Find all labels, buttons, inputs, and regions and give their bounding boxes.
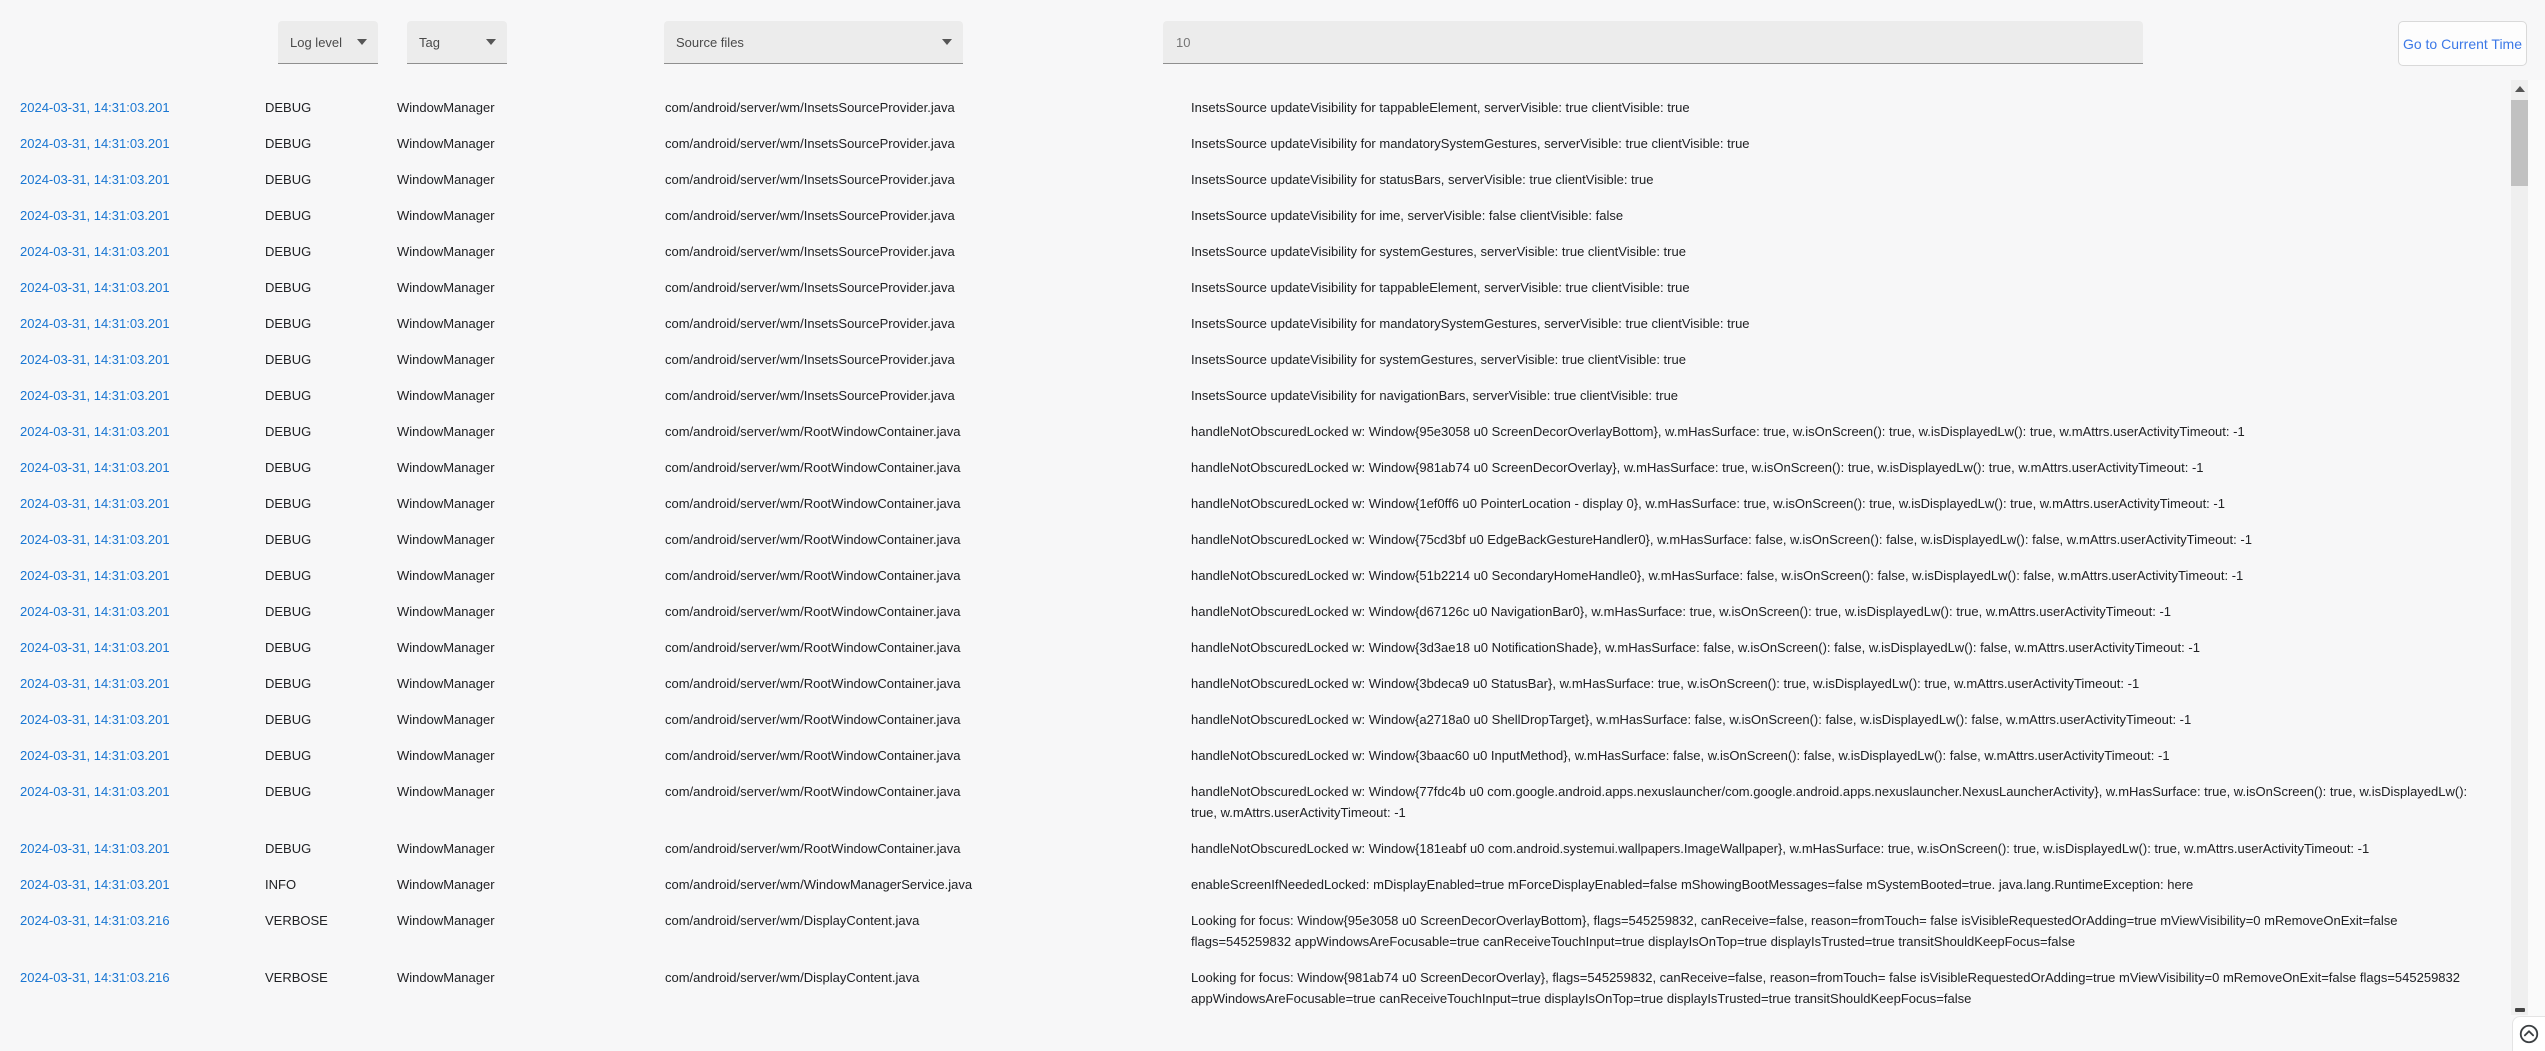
search-input[interactable] (1163, 21, 2143, 64)
log-message: handleNotObscuredLocked w: Window{181eabf u0 com.android.systemui.wallpapers.ImageWallpaper}, w.mHasSurface: true, w.isOnScreen(): true, w.isDisplayedLw(): true, w.mAttrs.userActivityTimeout: -1 (1191, 840, 2370, 856)
log-timestamp-link[interactable]: 2024-03-31, 14:31:03.201 (20, 459, 170, 475)
log-level: DEBUG (265, 639, 312, 655)
log-timestamp-link[interactable]: 2024-03-31, 14:31:03.201 (20, 531, 170, 547)
log-message: Looking for focus: Window{981ab74 u0 ScreenDecorOverlay}, flags=545259832, canReceive=false, reason=fromTouch= false isVisibleRequestedOrAdding=true mViewVisibility=0 mRemoveOnExit=false flags=545259832 appWindowsAreFocusable=true canReceiveTouchInput=true displayIsOnTop=true displayIsTrusted=true transitShouldKeepFocus=false (1191, 969, 2460, 1006)
log-table-row[interactable] (0, 629, 2528, 665)
source-files-select[interactable] (664, 21, 963, 64)
log-table-row[interactable] (0, 593, 2528, 629)
scrollbar-down-arrow-icon[interactable] (2515, 1008, 2525, 1012)
log-source-file: com/android/server/wm/RootWindowContainer.java (665, 567, 961, 583)
log-source-file: com/android/server/wm/InsetsSourceProvider.java (665, 243, 955, 259)
log-timestamp-link[interactable]: 2024-03-31, 14:31:03.201 (20, 840, 170, 856)
log-timestamp-link[interactable]: 2024-03-31, 14:31:03.201 (20, 747, 170, 763)
log-message: handleNotObscuredLocked w: Window{75cd3bf u0 EdgeBackGestureHandler0}, w.mHasSurface: false, w.isOnScreen(): false, w.isDisplayedLw(): false, w.mAttrs.userActivityTimeout: -1 (1191, 531, 2252, 547)
log-source-file: com/android/server/wm/RootWindowContainer.java (665, 840, 961, 856)
log-source-file: com/android/server/wm/RootWindowContainer.java (665, 675, 961, 691)
log-source-file: com/android/server/wm/InsetsSourceProvider.java (665, 387, 955, 403)
log-message: InsetsSource updateVisibility for navigationBars, serverVisible: true clientVisible: true (1191, 387, 1679, 403)
log-tag: WindowManager (397, 99, 495, 115)
log-table-row[interactable] (0, 269, 2528, 305)
log-level: DEBUG (265, 531, 312, 547)
log-source-file: com/android/server/wm/RootWindowContainer.java (665, 495, 961, 511)
log-level: DEBUG (265, 279, 312, 295)
log-table-row[interactable] (0, 701, 2528, 737)
log-level-select-label: Log level (290, 34, 343, 50)
log-source-file: com/android/server/wm/WindowManagerService.java (665, 876, 973, 892)
log-message: handleNotObscuredLocked w: Window{95e3058 u0 ScreenDecorOverlayBottom}, w.mHasSurface: true, w.isOnScreen(): true, w.isDisplayedLw(): true, w.mAttrs.userActivityTimeout: -1 (1191, 423, 2245, 439)
log-source-file: com/android/server/wm/DisplayContent.java (665, 969, 920, 985)
chevron-down-icon (357, 39, 367, 45)
log-level: VERBOSE (265, 969, 328, 985)
log-tag: WindowManager (397, 351, 495, 367)
log-level: DEBUG (265, 171, 312, 187)
log-tag: WindowManager (397, 207, 495, 223)
log-timestamp-link[interactable]: 2024-03-31, 14:31:03.216 (20, 969, 170, 985)
log-message: InsetsSource updateVisibility for mandatorySystemGestures, serverVisible: true clientVisible: true (1191, 135, 1750, 151)
log-tag: WindowManager (397, 747, 495, 763)
log-table-row[interactable] (0, 773, 2528, 830)
log-tag: WindowManager (397, 639, 495, 655)
log-table-row[interactable] (0, 557, 2528, 593)
log-tag: WindowManager (397, 495, 495, 511)
log-timestamp-link[interactable]: 2024-03-31, 14:31:03.201 (20, 876, 170, 892)
log-table-row[interactable] (0, 233, 2528, 269)
log-level: INFO (265, 876, 297, 892)
log-timestamp-link[interactable]: 2024-03-31, 14:31:03.201 (20, 207, 170, 223)
log-message: handleNotObscuredLocked w: Window{51b2214 u0 SecondaryHomeHandle0}, w.mHasSurface: false, w.isOnScreen(): false, w.isDisplayedLw(): false, w.mAttrs.userActivityTimeout: -1 (1191, 567, 2244, 583)
log-tag: WindowManager (397, 876, 495, 892)
log-source-file: com/android/server/wm/InsetsSourceProvider.java (665, 171, 955, 187)
log-level: DEBUG (265, 675, 312, 691)
log-tag: WindowManager (397, 783, 495, 799)
log-level: DEBUG (265, 840, 312, 856)
log-timestamp-link[interactable]: 2024-03-31, 14:31:03.201 (20, 603, 170, 619)
log-level: DEBUG (265, 351, 312, 367)
log-source-file: com/android/server/wm/RootWindowContainer.java (665, 639, 961, 655)
log-timestamp-link[interactable]: 2024-03-31, 14:31:03.201 (20, 171, 170, 187)
log-message: InsetsSource updateVisibility for tappableElement, serverVisible: true clientVisible: true (1191, 99, 1690, 115)
log-timestamp-link[interactable]: 2024-03-31, 14:31:03.201 (20, 351, 170, 367)
log-source-file: com/android/server/wm/RootWindowContainer.java (665, 459, 961, 475)
log-message: handleNotObscuredLocked w: Window{a2718a0 u0 ShellDropTarget}, w.mHasSurface: false, w.isOnScreen(): false, w.isDisplayedLw(): false, w.mAttrs.userActivityTimeout: -1 (1191, 711, 2192, 727)
log-timestamp-link[interactable]: 2024-03-31, 14:31:03.216 (20, 912, 170, 928)
log-tag: WindowManager (397, 912, 495, 928)
log-source-file: com/android/server/wm/RootWindowContainer.java (665, 747, 961, 763)
chevron-down-icon (942, 39, 952, 45)
log-message: handleNotObscuredLocked w: Window{3bdeca9 u0 StatusBar}, w.mHasSurface: true, w.isOnScreen(): true, w.isDisplayedLw(): true, w.mAttrs.userActivityTimeout: -1 (1191, 675, 2140, 691)
log-level: DEBUG (265, 315, 312, 331)
log-table (0, 89, 2528, 1016)
log-message: InsetsSource updateVisibility for ime, serverVisible: false clientVisible: false (1191, 207, 1624, 223)
log-table-row[interactable] (0, 866, 2528, 902)
log-level: DEBUG (265, 495, 312, 511)
log-tag: WindowManager (397, 969, 495, 985)
log-level: DEBUG (265, 135, 312, 151)
log-table-row[interactable] (0, 161, 2528, 197)
log-message: InsetsSource updateVisibility for mandatorySystemGestures, serverVisible: true clientVisible: true (1191, 315, 1750, 331)
log-source-file: com/android/server/wm/InsetsSourceProvider.java (665, 135, 955, 151)
log-level: DEBUG (265, 711, 312, 727)
scrollbar-thumb[interactable] (2511, 100, 2528, 186)
log-table-row[interactable] (0, 197, 2528, 233)
log-message: handleNotObscuredLocked w: Window{3d3ae18 u0 NotificationShade}, w.mHasSurface: false, w.isOnScreen(): false, w.isDisplayedLw(): false, w.mAttrs.userActivityTimeout: -1 (1191, 639, 2200, 655)
log-table-row[interactable] (0, 125, 2528, 161)
log-tag: WindowManager (397, 387, 495, 403)
log-source-file: com/android/server/wm/RootWindowContainer.java (665, 603, 961, 619)
log-source-file: com/android/server/wm/RootWindowContainer.java (665, 423, 961, 439)
log-message: InsetsSource updateVisibility for tappableElement, serverVisible: true clientVisible: true (1191, 279, 1690, 295)
log-level-select[interactable] (278, 21, 378, 64)
log-message: InsetsSource updateVisibility for systemGestures, serverVisible: true clientVisible: true (1191, 351, 1686, 367)
log-level: DEBUG (265, 423, 312, 439)
log-level: DEBUG (265, 783, 312, 799)
log-level: VERBOSE (265, 912, 328, 928)
log-table-row[interactable] (0, 959, 2528, 1016)
log-timestamp-link[interactable]: 2024-03-31, 14:31:03.201 (20, 423, 170, 439)
log-table-row[interactable] (0, 737, 2528, 773)
log-timestamp-link[interactable]: 2024-03-31, 14:31:03.201 (20, 783, 170, 799)
log-level: DEBUG (265, 387, 312, 403)
log-table-row[interactable] (0, 89, 2528, 125)
log-tag: WindowManager (397, 711, 495, 727)
log-source-file: com/android/server/wm/InsetsSourceProvider.java (665, 315, 955, 331)
tag-select[interactable] (407, 21, 507, 64)
log-message: handleNotObscuredLocked w: Window{d67126c u0 NavigationBar0}, w.mHasSurface: true, w.isOnScreen(): true, w.isDisplayedLw(): true, w.mAttrs.userActivityTimeout: -1 (1191, 603, 2172, 619)
log-timestamp-link[interactable]: 2024-03-31, 14:31:03.201 (20, 279, 170, 295)
log-message: Looking for focus: Window{95e3058 u0 ScreenDecorOverlayBottom}, flags=545259832, canReceive=false, reason=fromTouch= false isVisibleRequestedOrAdding=true mViewVisibility=0 mRemoveOnExit=false flags=545259832 appWindowsAreFocusable=true canReceiveTouchInput=true displayIsOnTop=true displayIsTrusted=true transitShouldKeepFocus=false (1191, 912, 2398, 949)
scroll-to-top-button[interactable] (2512, 1016, 2545, 1051)
chevron-up-circle-icon (2518, 1023, 2540, 1045)
log-tag: WindowManager (397, 243, 495, 259)
log-timestamp-link[interactable]: 2024-03-31, 14:31:03.201 (20, 135, 170, 151)
log-message: handleNotObscuredLocked w: Window{981ab74 u0 ScreenDecorOverlay}, w.mHasSurface: true, w.isOnScreen(): true, w.isDisplayedLw(): true, w.mAttrs.userActivityTimeout: -1 (1191, 459, 2204, 475)
log-tag: WindowManager (397, 603, 495, 619)
log-table-row[interactable] (0, 413, 2528, 449)
log-table-row[interactable] (0, 341, 2528, 377)
log-table-row[interactable] (0, 665, 2528, 701)
log-table-row[interactable] (0, 305, 2528, 341)
log-tag: WindowManager (397, 279, 495, 295)
chevron-down-icon (486, 39, 496, 45)
log-timestamp-link[interactable]: 2024-03-31, 14:31:03.201 (20, 495, 170, 511)
log-level: DEBUG (265, 243, 312, 259)
log-source-file: com/android/server/wm/RootWindowContainer.java (665, 531, 961, 547)
log-message: handleNotObscuredLocked w: Window{1ef0ff6 u0 PointerLocation - display 0}, w.mHasSurface: true, w.isOnScreen(): true, w.isDisplayedLw(): true, w.mAttrs.userActivityTimeout: -1 (1191, 495, 2225, 511)
log-level: DEBUG (265, 99, 312, 115)
log-source-file: com/android/server/wm/RootWindowContainer.java (665, 783, 961, 799)
log-tag: WindowManager (397, 315, 495, 331)
log-message: handleNotObscuredLocked w: Window{3baac60 u0 InputMethod}, w.mHasSurface: false, w.isOnScreen(): false, w.isDisplayedLw(): false, w.mAttrs.userActivityTimeout: -1 (1191, 747, 2170, 763)
log-table-row[interactable] (0, 902, 2528, 959)
log-source-file: com/android/server/wm/InsetsSourceProvider.java (665, 99, 955, 115)
log-tag: WindowManager (397, 840, 495, 856)
tag-select-label: Tag (419, 34, 440, 50)
log-tag: WindowManager (397, 531, 495, 547)
log-timestamp-link[interactable]: 2024-03-31, 14:31:03.201 (20, 99, 170, 115)
log-tag: WindowManager (397, 675, 495, 691)
filters-toolbar (0, 0, 2545, 80)
log-timestamp-link[interactable]: 2024-03-31, 14:31:03.201 (20, 387, 170, 403)
log-source-file: com/android/server/wm/InsetsSourceProvider.java (665, 351, 955, 367)
log-level: DEBUG (265, 207, 312, 223)
log-source-file: com/android/server/wm/RootWindowContainer.java (665, 711, 961, 727)
log-timestamp-link[interactable]: 2024-03-31, 14:31:03.201 (20, 567, 170, 583)
log-table-row[interactable] (0, 830, 2528, 866)
log-level: DEBUG (265, 459, 312, 475)
log-timestamp-link[interactable]: 2024-03-31, 14:31:03.201 (20, 243, 170, 259)
log-level: DEBUG (265, 567, 312, 583)
log-table-row[interactable] (0, 485, 2528, 521)
log-source-file: com/android/server/wm/InsetsSourceProvider.java (665, 279, 955, 295)
log-level: DEBUG (265, 603, 312, 619)
log-level: DEBUG (265, 747, 312, 763)
log-timestamp-link[interactable]: 2024-03-31, 14:31:03.201 (20, 639, 170, 655)
log-message: InsetsSource updateVisibility for statusBars, serverVisible: true clientVisible: true (1191, 171, 1654, 187)
log-table-row[interactable] (0, 377, 2528, 413)
source-files-select-label: Source files (676, 34, 744, 50)
log-timestamp-link[interactable]: 2024-03-31, 14:31:03.201 (20, 675, 170, 691)
vertical-scrollbar[interactable] (2511, 80, 2528, 1015)
log-timestamp-link[interactable]: 2024-03-31, 14:31:03.201 (20, 711, 170, 727)
go-to-current-time-button[interactable]: Go to Current Time (2398, 21, 2527, 66)
log-source-file: com/android/server/wm/DisplayContent.java (665, 912, 920, 928)
log-tag: WindowManager (397, 567, 495, 583)
log-message: handleNotObscuredLocked w: Window{77fdc4b u0 com.google.android.apps.nexuslauncher/com.google.android.apps.nexuslauncher.NexusLauncherActivity}, w.mHasSurface: true, w.isOnScreen(): true, w.isDisplayedLw(): true, w.mAttrs.userActivityTimeout: -1 (1191, 783, 2468, 820)
log-message: enableScreenIfNeededLocked: mDisplayEnabled=true mForceDisplayEnabled=false mShowingBootMessages=false mSystemBooted=true. java.lang.RuntimeException: here (1191, 876, 2194, 892)
log-tag: WindowManager (397, 459, 495, 475)
log-tag: WindowManager (397, 135, 495, 151)
log-message: InsetsSource updateVisibility for systemGestures, serverVisible: true clientVisible: true (1191, 243, 1686, 259)
log-tag: WindowManager (397, 171, 495, 187)
log-table-row[interactable] (0, 521, 2528, 557)
log-tag: WindowManager (397, 423, 495, 439)
log-source-file: com/android/server/wm/InsetsSourceProvider.java (665, 207, 955, 223)
log-timestamp-link[interactable]: 2024-03-31, 14:31:03.201 (20, 315, 170, 331)
scrollbar-up-arrow-icon[interactable] (2515, 86, 2525, 92)
log-table-row[interactable] (0, 449, 2528, 485)
table-right-gutter (2528, 80, 2545, 1051)
